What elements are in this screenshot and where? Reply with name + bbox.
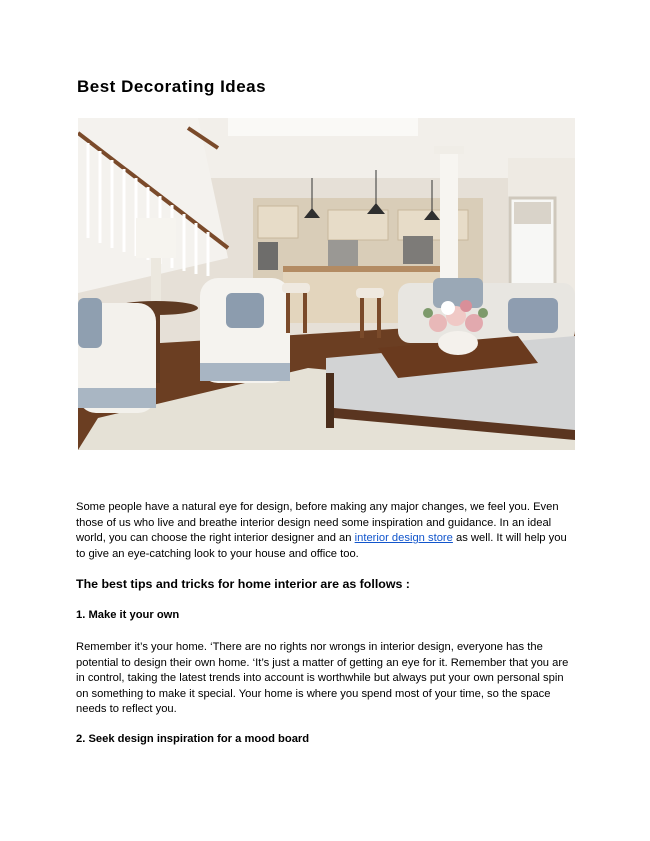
interior-design-store-link[interactable]: interior design store: [354, 532, 453, 545]
section1-heading: 1. Make it your own: [76, 609, 180, 621]
intro-paragraph: [76, 500, 576, 562]
page-title: Best Decorating Ideas: [77, 77, 267, 96]
intro-text-start: Some people have a natural eye for design, before making any major changes, we feel you. Even those of us who live and breathe interior design need some inspiration and guidance. In an ideal world, you can choose the right interior designer and an: [76, 501, 559, 545]
living-room-photo: [78, 118, 575, 450]
section2-heading: 2. Seek design inspiration for a mood board: [76, 733, 310, 745]
intro-text-end: as well. It will help you to give an eye-catching look to your house and office too.: [76, 532, 567, 560]
tips-heading: The best tips and tricks for home interior are as follows :: [76, 577, 410, 591]
section1-paragraph: Remember it’s your home. ‘There are no rights nor wrongs in interior design, everyone has the potential to design their own home. ‘It’s just a matter of getting an eye for it. Remember that you are in control, taking the latest trends into account is worthwhile but always put your own personal spin on something to make it special. Your home is where you spend most of your time, so the space needs to reflect you.: [76, 641, 569, 716]
